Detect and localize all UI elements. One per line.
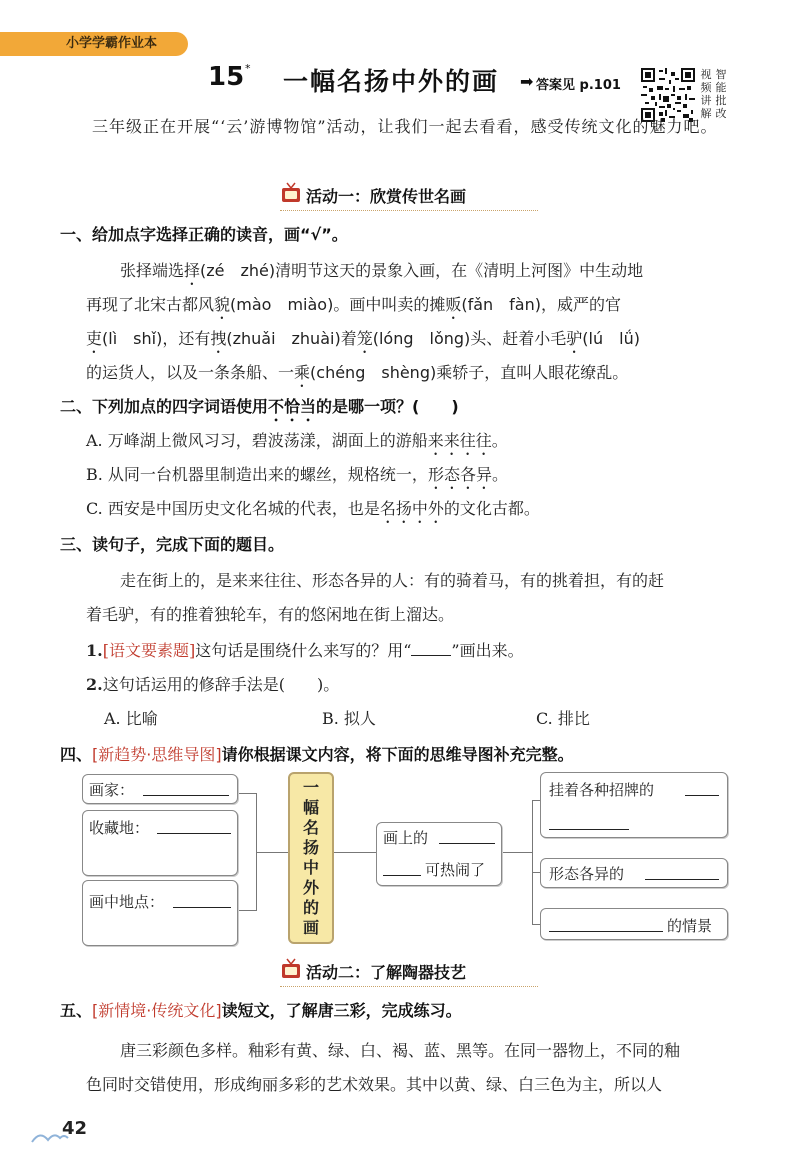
lesson-number: 15 (208, 62, 245, 92)
mindmap-node-situation[interactable] (540, 908, 728, 940)
answer-blank[interactable] (439, 843, 495, 844)
tv-icon (280, 182, 302, 204)
node-label: 画上的 (383, 829, 429, 847)
text: C. 西安是中国历史文化名城的代表，也是 (86, 499, 380, 518)
answer-blank[interactable] (383, 875, 421, 876)
choice-b[interactable]: B. 拟人 (322, 709, 376, 728)
connector (532, 872, 540, 873)
text: (lú lǘ) (582, 329, 640, 348)
answer-blank[interactable] (143, 795, 229, 796)
qr-label-grading: 智 能 批 改 (715, 68, 727, 120)
tv-icon (280, 958, 302, 980)
connector (256, 852, 288, 853)
node-label: 形态各异的 (549, 865, 625, 883)
answer-paren[interactable]: 的是哪一项？( ) (316, 397, 459, 416)
answer-blank[interactable] (173, 907, 231, 908)
text: (lì shǐ)，还有 (102, 329, 211, 348)
mindmap-node-location[interactable] (82, 880, 238, 946)
dotted-word: 来来往往 (427, 431, 492, 450)
intro-paragraph: 三年级正在开展“‘云’游博物馆”活动，让我们一起去看看，感受传统文化的魅力吧。 (92, 117, 718, 136)
question-five-heading (60, 998, 462, 1021)
text: 。 (491, 431, 508, 450)
question-one-line (120, 254, 643, 289)
mindmap-center (288, 772, 334, 944)
sub-question-one (86, 634, 524, 668)
divider (280, 210, 538, 211)
option-b[interactable] (86, 458, 508, 493)
dotted-char: 笼 (356, 329, 373, 348)
question-three-heading: 三、读句子，完成下面的题目。 (60, 535, 285, 554)
number: 2. (86, 675, 103, 694)
dotted-char: 乘 (294, 363, 311, 382)
reading-sentence: 走在街上的，是来来往往、形态各异的人：有的骑着马，有的挑着担，有的赶 (120, 571, 665, 590)
text: B. 从同一台机器里制造出来的螺丝，规格统一， (86, 465, 428, 484)
activity-two-title: 活动二：了解陶器技艺 (306, 963, 467, 982)
node-label: 挂着各种招牌的 (549, 781, 655, 799)
text: (lóng lǒng)头、赶着小毛 (372, 329, 567, 348)
dotted-word: 名扬中外 (379, 499, 444, 518)
number: 1. (86, 641, 103, 660)
sub-question-two (86, 668, 339, 702)
connector (236, 910, 256, 911)
qr-label-video: 视 频 讲 解 (700, 68, 712, 120)
text: 请你根据课文内容，将下面的思维导图补充完整。 (221, 745, 574, 764)
number: 五、 (60, 1001, 93, 1020)
choice-a[interactable]: A. 比喻 (104, 709, 158, 728)
arrow-right-icon: ➡ (520, 72, 534, 91)
mindmap-node-scene[interactable] (376, 822, 502, 886)
choice-c[interactable]: C. 排比 (536, 709, 590, 728)
node-label: 画中地点： (89, 893, 165, 911)
question-four-heading (60, 742, 574, 765)
mindmap-node-shops[interactable] (540, 772, 728, 838)
dotted-char: 吏 (86, 329, 103, 348)
connector (532, 924, 540, 925)
number: 四、 (60, 745, 93, 764)
answer-blank[interactable] (645, 879, 719, 880)
node-label: 可热闹了 (425, 861, 486, 879)
answer-blank[interactable] (411, 655, 451, 656)
reading-sentence: 着毛驴，有的推着独轮车，有的悠闲地在街上溜达。 (86, 605, 455, 624)
passage-line: 唐三彩颜色多样。釉彩有黄、绿、白、褐、蓝、黑等。在同一器物上，不同的釉 (120, 1041, 681, 1060)
dotted-char: 貌 (214, 295, 231, 314)
node-label: 的情景 (667, 917, 713, 935)
answer-blank[interactable] (549, 931, 663, 932)
option-c[interactable] (86, 492, 540, 527)
text: (zé zhé)清明节这天的景象入画，在《清明上河图》中生动地 (200, 261, 644, 280)
text: 这句话是围绕什么来写的？用“ (195, 641, 412, 660)
center-label: 一 幅 名 扬 中 外 的 画 (302, 778, 319, 937)
answer-paren[interactable]: 这句话运用的修辞手法是( )。 (102, 675, 340, 694)
dotted-char: 择 (184, 261, 201, 280)
dotted-word: 不恰当 (268, 397, 317, 416)
text: (mào miào)。画中叫卖的摊 (230, 295, 446, 314)
text: 二、下列加点的四字词语使用 (60, 397, 269, 416)
mindmap-node-collection[interactable] (82, 810, 238, 876)
text: 张择端选 (120, 261, 185, 280)
tag: [语文要素题] (102, 641, 196, 660)
node-label: 收藏地： (89, 819, 150, 837)
mindmap-node-painter[interactable] (82, 774, 238, 804)
text: ”画出来。 (451, 641, 524, 660)
text: 的运货人，以及一条条船、一 (86, 363, 295, 382)
answer-blank[interactable] (685, 795, 719, 796)
text: 。 (491, 465, 508, 484)
series-tab: 小学学霸作业本 (0, 32, 188, 56)
page-number: 42 (62, 1118, 88, 1139)
question-one-heading: 一、给加点字选择正确的读音，画“√”。 (60, 225, 348, 244)
dotted-char: 驴 (566, 329, 583, 348)
connector (532, 800, 533, 924)
question-two-heading (60, 394, 459, 425)
text: 读短文，了解唐三彩，完成练习。 (221, 1001, 462, 1020)
passage-line: 色同时交错使用，形成绚丽多彩的艺术效果。其中以黄、绿、白三色为主，所以人 (86, 1075, 663, 1094)
option-a[interactable] (86, 424, 508, 459)
connector (330, 852, 376, 853)
activity-one-title: 活动一：欣赏传世名画 (306, 187, 467, 206)
answer-reference: 答案见 p.101 (536, 78, 621, 93)
dotted-word: 形态各异 (427, 465, 492, 484)
connector (500, 852, 532, 853)
lesson-star: * (245, 62, 251, 75)
text: (chéng shèng)乘轿子，直叫人眼花缭乱。 (310, 363, 629, 382)
connector (532, 800, 540, 801)
text: 的文化古都。 (443, 499, 540, 518)
text: A. 万峰湖上微风习习，碧波荡漾，湖面上的游船 (86, 431, 428, 450)
question-one-line (86, 322, 640, 357)
tag: [新趋势·思维导图] (92, 745, 222, 764)
question-one-line (86, 288, 621, 323)
answer-blank[interactable] (549, 829, 629, 830)
text: 再现了北宋古都风 (86, 295, 215, 314)
connector (236, 793, 256, 794)
text: (fǎn fàn)，威严的官 (461, 295, 621, 314)
dotted-char: 拽 (210, 329, 227, 348)
tag: [新情境·传统文化] (92, 1001, 222, 1020)
mindmap-node-people[interactable] (540, 858, 728, 888)
text: (zhuǎi zhuài)着 (226, 329, 357, 348)
lesson-title: 一幅名扬中外的画 (283, 67, 500, 96)
divider (280, 986, 538, 987)
question-one-line (86, 356, 628, 391)
answer-blank[interactable] (157, 833, 231, 834)
dotted-char: 贩 (445, 295, 462, 314)
node-label: 画家： (89, 781, 135, 799)
